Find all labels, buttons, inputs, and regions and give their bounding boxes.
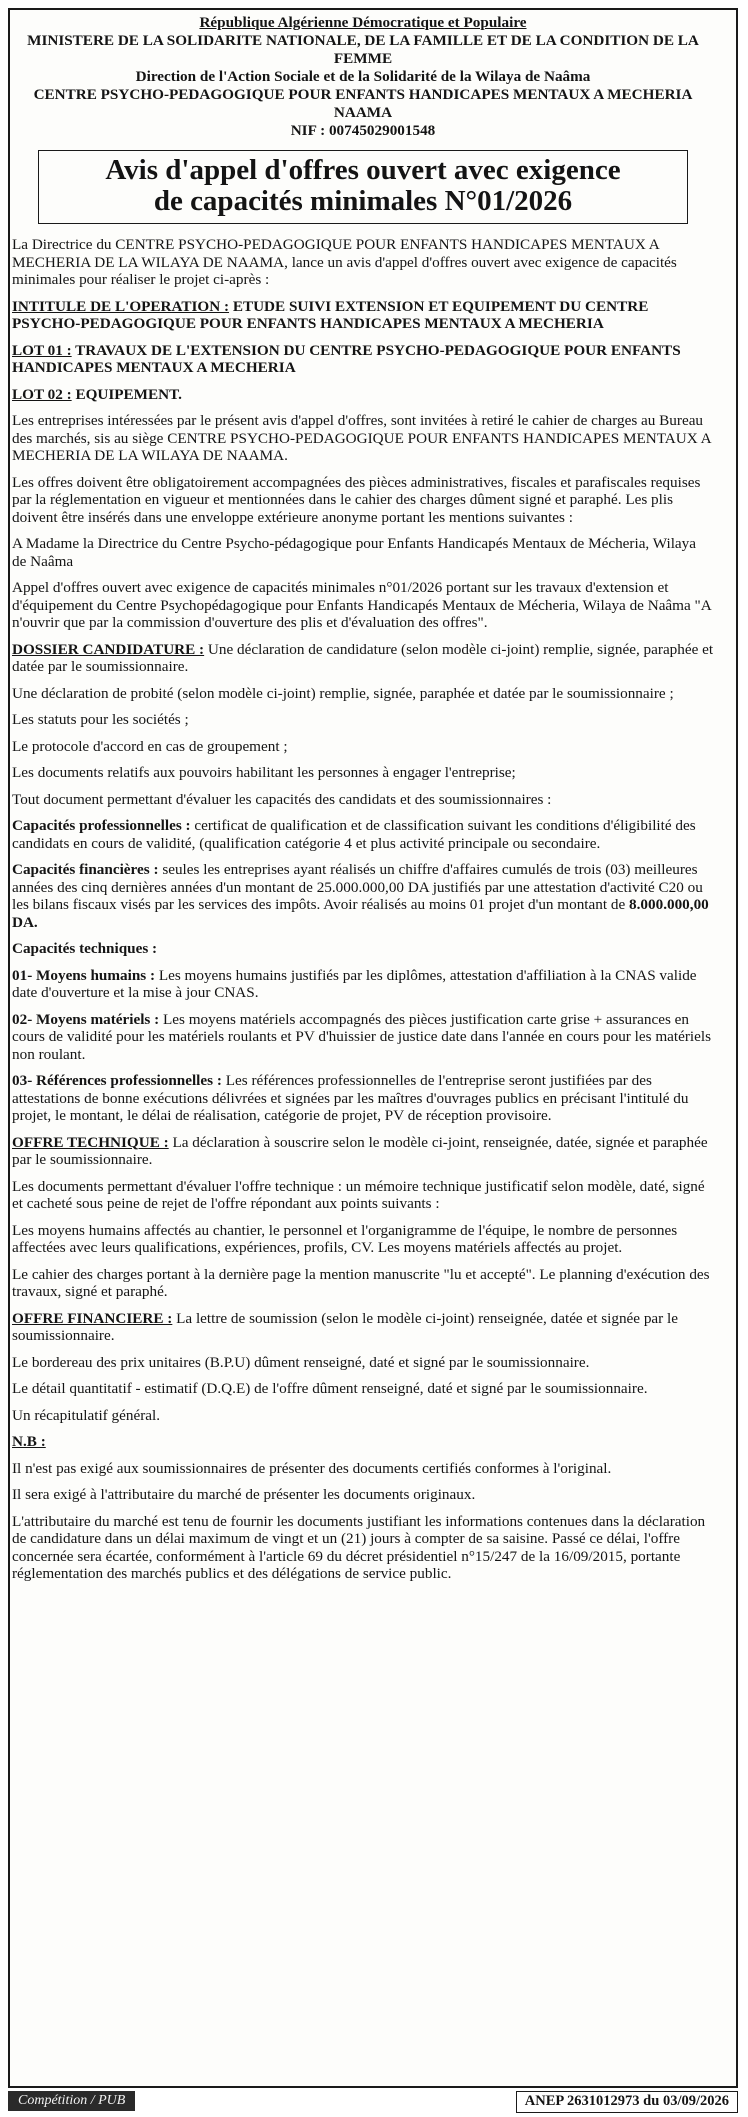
title-box [38,150,688,224]
nb-paragraph-1: Il n'est pas exigé aux soumissionnaires de présenter des documents certifiés conformes à l'original. [12,1459,612,1477]
memoire-paragraph: Les documents permettant d'évaluer l'offre technique : un mémoire technique justificatif selon modèle, daté, signé et cacheté sous peine de rejet de l'offre répondant aux points suivants : [12,1177,705,1212]
intro-paragraph: La Directrice du CENTRE PSYCHO-PEDAGOGIQUE POUR ENFANTS HANDICAPES MENTAUX A MECHERIA DE LA WILAYA DE NAAMA, lance un avis d'appel d'offres ouvert avec exigence de capacités minimales pour réaliser le projet ci-après : [12,236,677,288]
intitule-label: INTITULE DE L'OPERATION : [12,297,230,315]
statuts-paragraph: Les statuts pour les sociétés ; [12,711,189,728]
capacites-financieres-paragraph [12,861,714,931]
madame-paragraph: A Madame la Directrice du Centre Psycho-pédagogique pour Enfants Handicapés Mentaux de Mécheria, Wilaya de Naâma [12,535,696,570]
nb-paragraph-3: L'attributaire du marché est tenu de fournir les documents justifiant les informations contenues dans la déclaration de candidature dans un délai maximum de vingt et un (21) jours à compter de sa saisine. Passé ce délai, l'offre concernée sera écartée, conformément à l'article 69 du décret présidentiel n°15/247 de la 16/09/2015, portante réglementation des marchés publics et des délégations de service public. [12,1512,706,1582]
moyens-materiels-paragraph [12,1011,714,1064]
mh-text: Les moyens humains justifiés par les diplômes, attestation d'affiliation à la CNAS valide date d'ouverture et la mise à jour CNAS. [12,966,697,1001]
cap-pro-text: certificat de qualification et de classification suivant les conditions d'éligibilité des candidats en cours de validité, (qualification catégorie 4 et plus activité principale ou secondaire. [12,817,696,852]
moyens-humains-paragraph [12,967,714,1002]
pouvoirs-paragraph: Les documents relatifs aux pouvoirs habilitant les personnes à engager l'entreprise; [12,764,516,781]
otech-text: La déclaration à souscrire selon le modèle ci-joint, renseignée, datée, signée et paraphée par le soumissionnaire. [12,1133,708,1168]
republic-line: République Algérienne Démocratique et Populaire [199,14,527,31]
mh-label: 01- Moyens humains : [12,966,156,984]
cap-fin-label: Capacités financières : [12,861,159,878]
cap-fin-amount: 8.000.000,00 DA. [12,896,709,931]
direction-line: Direction de l'Action Sociale et de la Solidarité de la Wilaya de Naâma [135,68,591,85]
offre-financiere-paragraph [12,1310,714,1345]
ref-text: Les références professionnelles de l'entreprise seront justifiées par des attestations de bonne exécutions délivrées et signées par les maîtres d'ouvrages publics en précisant l'intitulé du projet, le montant, le délai de réalisation, catégorie de projet, PV de réception provisoire. [12,1072,689,1124]
mm-text: Les moyens matériels accompagnés des pièces justification carte grise + assurances en cours de validité pour les matériels roulants et PV d'huissier de justice date dans l'année en cours pour les matériels non roulant. [12,1010,711,1063]
ofin-label: OFFRE FINANCIERE : [12,1309,173,1327]
cap-fin-text: seules les entreprises ayant réalisés un chiffre d'affaires cumulés de trois (03) meilleures années des cinq dernières années d'un montant de 25.000.000,00 DA justifiés par une attestation d'activité C20 ou les bilans fiscaux visés par les services des impôts. Avoir réalisés au moins 01 projet d'un montant de [12,861,703,913]
entreprises-paragraph: Les entreprises intéressées par le présent avis d'appel d'offres, sont invitées à retiré le cahier de charges au Bureau des marchés, sis au siège CENTRE PSYCHO-PEDAGOGIQUE POUR ENFANTS HANDICAPES MENTAUX A MECHERIA DE LA WILAYA DE NAAMA. [12,412,711,464]
lot2-paragraph [12,386,714,404]
anep-reference-tag: ANEP 2631012973 du 03/09/2026 [516,2091,738,2113]
tout-document-paragraph: Tout document permettant d'évaluer les capacités des candidats et des soumissionnaires : [12,790,552,808]
capacites-professionnelles-paragraph [12,817,714,852]
dossier-paragraph [12,641,714,676]
intitule-paragraph [12,298,714,333]
dossier-label: DOSSIER CANDIDATURE : [12,640,205,658]
ref-label: 03- Références professionnelles : [12,1072,222,1089]
intitule-text: ETUDE SUIVI EXTENSION ET EQUIPEMENT DU CENTRE PSYCHO-PEDAGOGIQUE POUR ENFANTS HANDICAPES MENTAUX A MECHERIA [12,297,649,332]
dossier-text: Une déclaration de candidature (selon modèle ci-joint) remplie, signée, paraphée et datée par le soumissionnaire. [12,640,714,675]
bpu-paragraph: Le bordereau des prix unitaires (B.P.U) dûment renseigné, daté et signé par le soumissionnaire. [12,1353,590,1371]
footer-bar [8,2090,738,2114]
header-block [12,14,714,140]
lot2-text: EQUIPEMENT. [71,385,182,403]
lot1-text: TRAVAUX DE L'EXTENSION DU CENTRE PSYCHO-PEDAGOGIQUE POUR ENFANTS HANDICAPES MENTAUX A MECHERIA [12,341,681,376]
title-line-2: de capacités minimales N°01/2026 [153,185,573,217]
dqe-paragraph: Le détail quantitatif - estimatif (D.Q.E) de l'offre dûment renseigné, daté et signé par le soumissionnaire. [12,1380,648,1397]
ofin-text: La lettre de soumission (selon le modèle ci-joint) renseignée, datée et signée par le soumissionnaire. [12,1309,678,1344]
offres-paragraph: Les offres doivent être obligatoirement accompagnées des pièces administratives, fiscales et parafiscales requises par la réglementation en vigueur et mentionnées dans le cahier des charges dûment signé et paraphé. Les plis doivent être insérés dans une enveloppe extérieure anonyme portant les mentions suivantes : [12,473,701,526]
references-paragraph [12,1072,714,1125]
probite-paragraph: Une déclaration de probité (selon modèle ci-joint) remplie, signée, paraphée et datée par le soumissionnaire ; [12,684,674,702]
protocole-paragraph: Le protocole d'accord en cas de groupement ; [12,737,288,755]
title-line-1: Avis d'appel d'offres ouvert avec exigence [105,154,621,186]
announcement-content [12,14,714,1592]
capacites-techniques-heading: Capacités techniques : [12,940,158,957]
otech-label: OFFRE TECHNIQUE : [12,1133,169,1151]
center-line: CENTRE PSYCHO-PEDAGOGIQUE POUR ENFANTS HANDICAPES MENTAUX A MECHERIA NAAMA [33,86,693,121]
lot1-paragraph [12,342,714,377]
cahier-paragraph: Le cahier des charges portant à la dernière page la mention manuscrite "lu et accepté". Le planning d'exécution des travaux, signé et paraphé. [12,1265,710,1300]
cap-pro-label: Capacités professionnelles : [12,817,191,834]
lot1-label: LOT 01 : [12,341,72,359]
ministry-line: MINISTERE DE LA SOLIDARITE NATIONALE, DE LA FAMILLE ET DE LA CONDITION DE LA FEMME [27,32,699,67]
mm-label: 02- Moyens matériels : [12,1010,160,1028]
nif-line: NIF : 00745029001548 [290,122,436,139]
nb-heading: N.B : [12,1433,46,1450]
competition-pub-tag: Compétition / PUB [8,2091,135,2111]
moyens-affectes-paragraph: Les moyens humains affectés au chantier, le personnel et l'organigramme de l'équipe, le nombre de personnes affectées avec leurs qualifications, expériences, profils, CV. Les moyens matériels affectés au projet. [12,1221,678,1256]
recap-paragraph: Un récapitulatif général. [12,1406,161,1424]
offre-technique-paragraph [12,1134,714,1169]
lot2-label: LOT 02 : [12,385,72,403]
appel-paragraph: Appel d'offres ouvert avec exigence de capacités minimales n°01/2026 portant sur les travaux d'extension et d'équipement du Centre Psychopédagogique pour Enfants Handicapés Mentaux de Mécheria, Wilaya de Naâma "A n'ouvrir que par la commission d'ouverture des plis et d'évaluation des offres". [12,579,711,631]
nb-paragraph-2: Il sera exigé à l'attributaire du marché de présenter les documents originaux. [12,1486,476,1503]
